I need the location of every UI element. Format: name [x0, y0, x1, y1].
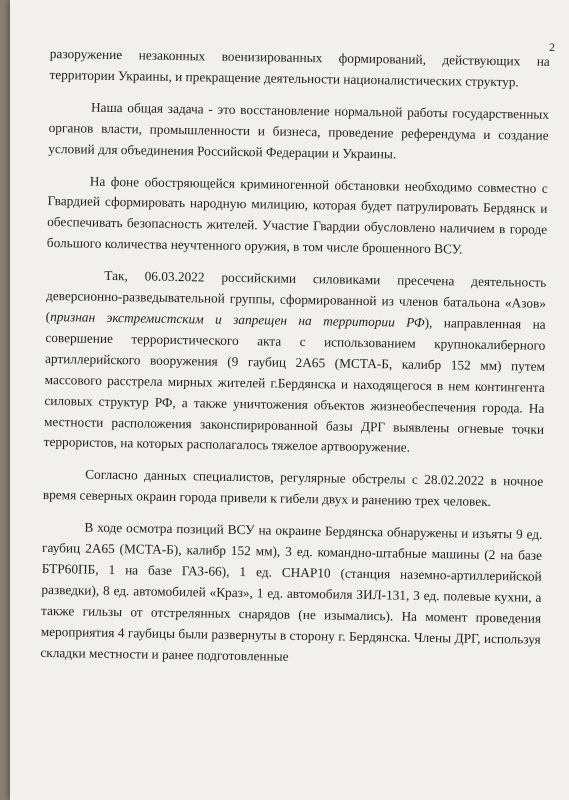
paragraph-4-part-2: ), направленная на совершение террористического акта с использованием крупнокалиберного артиллерийского вооружения (9 гаубиц 2А65 (МСТА-Б, калибр 152 мм) путем массового расстрела мирных жителей г.Бердянска и находящегося в нем контингента силовых структур РФ, а также уничтожения объектов жизнеобеспечения города. На местности расположения законспирированной базы ДРГ выявлены огневые точки террористов, на которых располагалось тяжелое артвооружение. [43, 314, 546, 456]
paragraph-4-part-1: Так, 06.03.2022 российскими силовиками пресечена деятельность деверсионно-разведывательной группы, сформированной из членов батальона «Азов» ( [45, 268, 547, 325]
paragraph-4 [44, 265, 547, 461]
paragraph-5: Согласно данных специалистов, регулярные обстрелы с 28.02.2022 в ночное время северных окраин города привели к гибели двух и ранению трех человек. [42, 466, 544, 510]
page-number: 2 [549, 40, 555, 54]
document-page [10, 0, 569, 800]
paragraph-4-italic: признан экстремистским и запрещен на территории РФ [50, 309, 425, 330]
document-body [40, 44, 550, 682]
paragraph-6: В ходе осмотра позиций ВСУ на окраине Бердянска обнаружены и изъяты 9 ед. гаубиц 2А65 (МСТА-Б), калибр 152 мм), 3 ед. командно-штабные машины (2 на базе БТР60ПБ, 1 на базе ГАЗ-66), 1 ед. СНАР10 (станция наземно-артиллерийской разведки), 8 ед. автомобилей «Краз», 1 ед. автомобиля ЗИЛ-131, 3 ед. полевые кухни, а также гильзы от отстрелянных снарядов (не изымались). На момент проведения мероприятия 4 гаубицы были развернуты в сторону г. Бердянска. Члены ДРГ, используя складки местности и ранее подготовленные [40, 519, 543, 664]
paragraph-1: разоружение незаконных военизированных формирований, действующих на территории Украины, и прекращение деятельности националистических структур. [49, 45, 550, 90]
paragraph-3: На фоне обостряющейся криминогенной обстановки необходимо совместно с Гвардией сформировать народную милицию, которая будет патрулировать Бердянск и обеспечивать безопасность жителей. Участие Гвардии обусловлено наличием в городе большого количества неучтенного оружия, в том числе брошенного ВСУ. [46, 173, 548, 257]
paragraph-2: Наша общая задача - это восстановление нормальной работы государственных органов власти, промышленности и бизнеса, проведение референдума и создание условий для объединения Российской Федерации и Украины. [48, 99, 550, 162]
